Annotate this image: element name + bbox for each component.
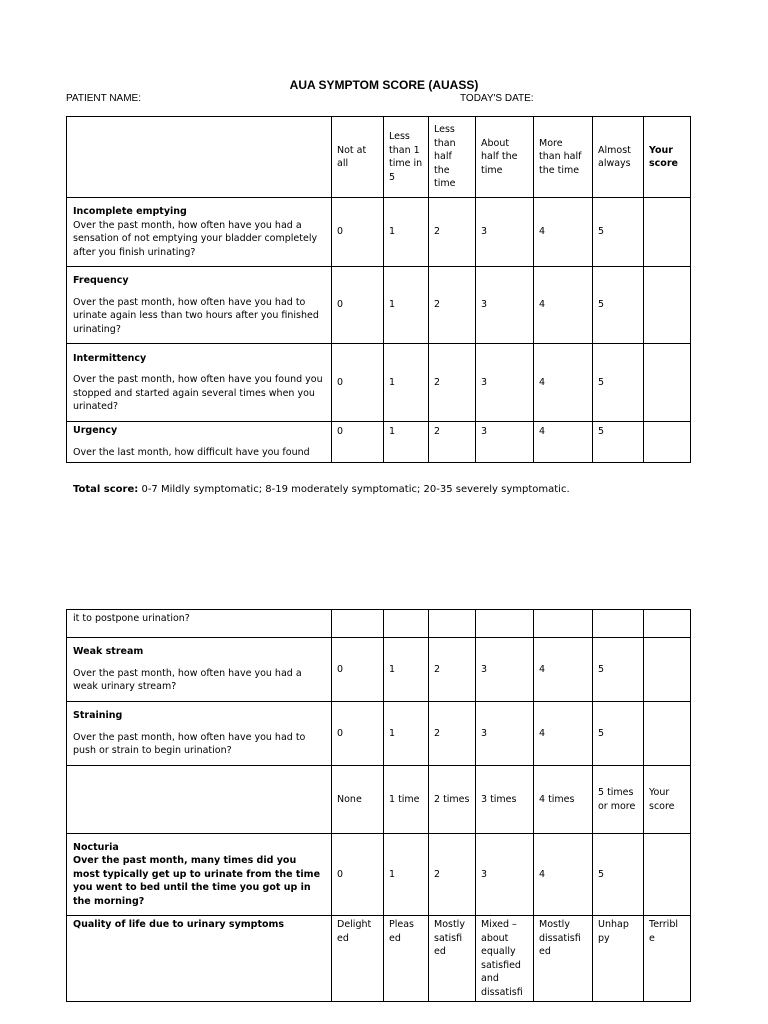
score-option[interactable]: 2 [429, 834, 476, 916]
score-option[interactable]: 3 [476, 344, 534, 422]
score-option[interactable]: 0 [332, 422, 384, 463]
score-option[interactable]: 1 [384, 702, 429, 766]
continued-question-cell [67, 610, 332, 638]
score-option[interactable]: 1 [384, 198, 429, 267]
header-1-time: 1 time [384, 766, 429, 834]
score-option[interactable]: 4 [534, 702, 593, 766]
score-option[interactable]: 5 [593, 344, 644, 422]
total-score-label: Total score: [73, 484, 139, 495]
score-option[interactable]: 4 [534, 198, 593, 267]
question-text: Over the past month, how often have you found you stopped and started again several times when you urinated? [73, 374, 323, 412]
nocturia-header-row [67, 766, 691, 834]
score-option[interactable]: 5 [593, 198, 644, 267]
table-row [67, 422, 691, 463]
qol-option[interactable]: Pleas ed [384, 916, 429, 1002]
score-option[interactable]: 2 [429, 267, 476, 344]
symptom-table-1 [66, 116, 691, 463]
qol-option[interactable]: Terribl e [644, 916, 691, 1002]
form-title: AUA SYMPTOM SCORE (AUASS) [289, 78, 479, 92]
score-option[interactable]: 5 [593, 267, 644, 344]
score-option[interactable]: 2 [429, 344, 476, 422]
question-title: Intermittency [73, 352, 147, 364]
empty-cell[interactable] [384, 610, 429, 638]
qol-option[interactable]: Mostly dissatisfi ed [534, 916, 593, 1002]
question-cell [67, 198, 332, 267]
empty-cell[interactable] [534, 610, 593, 638]
header-your-score: Your score [644, 766, 691, 834]
table-row [67, 267, 691, 344]
header-more-than-half: More than half the time [534, 117, 593, 198]
header-about-half: About half the time [476, 117, 534, 198]
header-less-than-1-in-5: Less than 1 time in 5 [384, 117, 429, 198]
patient-name-label: PATIENT NAME: [66, 93, 142, 104]
score-option[interactable]: 1 [384, 267, 429, 344]
question-title: Nocturia [73, 841, 119, 853]
question-text: Over the last month, how difficult have you found [73, 446, 310, 458]
header-blank-cell [67, 766, 332, 834]
table-row [67, 916, 691, 1002]
question-text: Over the past month, how often have you had a sensation of not emptying your bladder completely after you finish urinating? [73, 219, 318, 258]
question-text: Over the past month, how often have you had to push or strain to begin urination? [73, 731, 306, 757]
header-row [67, 117, 691, 198]
question-title: Weak stream [73, 646, 144, 658]
score-option[interactable]: 4 [534, 267, 593, 344]
header-not-at-all: Not at all [332, 117, 384, 198]
qol-option[interactable]: Mostly satisfi ed [429, 916, 476, 1002]
score-option[interactable]: 2 [429, 638, 476, 702]
empty-cell[interactable] [332, 610, 384, 638]
total-score-text: 0-7 Mildly symptomatic; 8-19 moderately symptomatic; 20-35 severely symptomatic. [141, 484, 570, 495]
score-option[interactable]: 3 [476, 638, 534, 702]
score-option[interactable]: 4 [534, 638, 593, 702]
empty-cell[interactable] [593, 610, 644, 638]
score-option[interactable]: 0 [332, 198, 384, 267]
question-cell [67, 834, 332, 916]
score-option[interactable]: 5 [593, 702, 644, 766]
question-title: Frequency [73, 275, 129, 286]
score-option[interactable]: 0 [332, 702, 384, 766]
score-option[interactable]: 1 [384, 422, 429, 463]
total-score-note [73, 484, 570, 495]
score-option[interactable]: 4 [534, 422, 593, 463]
question-cell [67, 267, 332, 344]
score-option[interactable]: 3 [476, 422, 534, 463]
score-option[interactable]: 5 [593, 834, 644, 916]
your-score-cell[interactable] [644, 834, 691, 916]
header-5-times-or-more: 5 times or more [593, 766, 644, 834]
score-option[interactable]: 5 [593, 422, 644, 463]
score-option[interactable]: 2 [429, 702, 476, 766]
question-text: Over the past month, many times did you most typically get up to urinate from the time you went to bed until the time you got up in the morning? [73, 855, 321, 907]
score-option[interactable]: 1 [384, 834, 429, 916]
table-row [67, 344, 691, 422]
score-option[interactable]: 2 [429, 422, 476, 463]
header-less-than-half: Less than half the time [429, 117, 476, 198]
table-row [67, 834, 691, 916]
table-row [67, 610, 691, 638]
empty-cell[interactable] [429, 610, 476, 638]
header-2-times: 2 times [429, 766, 476, 834]
your-score-cell[interactable] [644, 422, 691, 463]
header-your-score: Your score [644, 117, 691, 198]
score-option[interactable]: 3 [476, 702, 534, 766]
table-row [67, 198, 691, 267]
your-score-cell[interactable] [644, 702, 691, 766]
question-cell [67, 422, 332, 463]
header-blank-cell [67, 117, 332, 198]
score-option[interactable]: 3 [476, 198, 534, 267]
question-title: Urgency [73, 425, 118, 436]
qol-option[interactable]: Mixed – about equally satisfied and dissatisfi [476, 916, 534, 1002]
header-almost-always: Almost always [593, 117, 644, 198]
question-title: Incomplete emptying [73, 206, 187, 217]
score-option[interactable]: 0 [332, 344, 384, 422]
empty-cell[interactable] [476, 610, 534, 638]
qol-option[interactable]: Unhap py [593, 916, 644, 1002]
qol-option[interactable]: Delight ed [332, 916, 384, 1002]
header-none: None [332, 766, 384, 834]
symptom-table-2 [66, 609, 691, 1002]
question-cell [67, 916, 332, 1002]
score-option[interactable]: 0 [332, 834, 384, 916]
question-title: Quality of life due to urinary symptoms [73, 919, 285, 930]
question-cell [67, 638, 332, 702]
score-option[interactable]: 4 [534, 344, 593, 422]
your-score-cell[interactable] [644, 344, 691, 422]
question-cell [67, 344, 332, 422]
question-text: Over the past month, how often have you had to urinate again less than two hours after you finished urinating? [73, 296, 319, 335]
your-score-cell[interactable] [644, 267, 691, 344]
question-text: it to postpone urination? [73, 613, 190, 624]
score-option[interactable]: 3 [476, 267, 534, 344]
score-option[interactable]: 0 [332, 267, 384, 344]
question-cell [67, 702, 332, 766]
your-score-cell[interactable] [644, 638, 691, 702]
score-option[interactable]: 4 [534, 834, 593, 916]
score-option[interactable]: 3 [476, 834, 534, 916]
question-title: Straining [73, 710, 123, 722]
table-row [67, 702, 691, 766]
score-option[interactable]: 1 [384, 344, 429, 422]
score-option[interactable]: 0 [332, 638, 384, 702]
table-row [67, 638, 691, 702]
todays-date-label: TODAY'S DATE: [460, 93, 534, 104]
score-option[interactable]: 2 [429, 198, 476, 267]
score-option[interactable]: 1 [384, 638, 429, 702]
your-score-cell[interactable] [644, 198, 691, 267]
score-option[interactable]: 5 [593, 638, 644, 702]
your-score-cell[interactable] [644, 610, 691, 638]
question-text: Over the past month, how often have you had a weak urinary stream? [73, 667, 302, 693]
header-4-times: 4 times [534, 766, 593, 834]
header-3-times: 3 times [476, 766, 534, 834]
